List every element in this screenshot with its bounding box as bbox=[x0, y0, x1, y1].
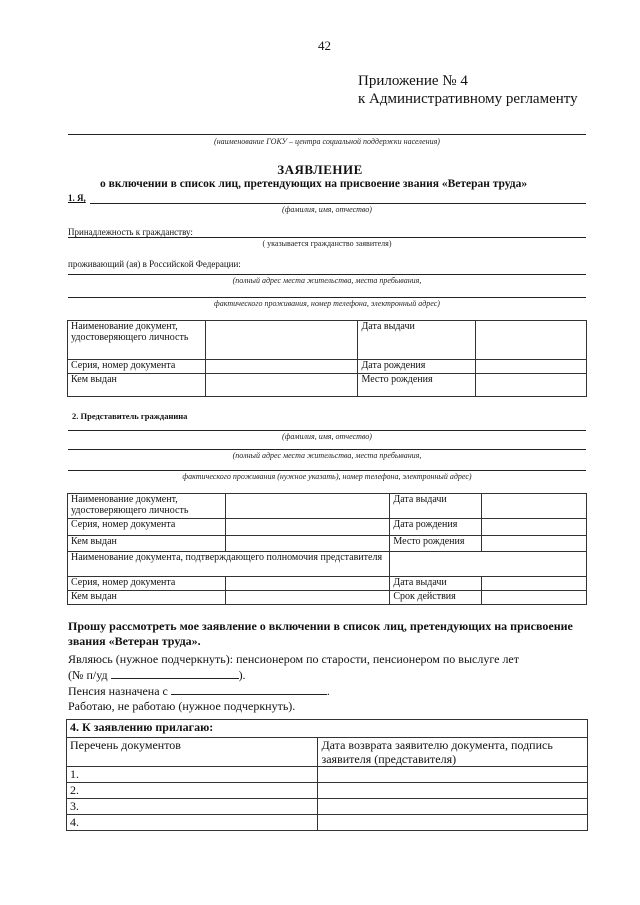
rep-doc-name-value[interactable] bbox=[225, 494, 390, 519]
doc-name-value[interactable] bbox=[205, 321, 358, 360]
rep-issue-date-value[interactable] bbox=[482, 494, 587, 519]
section1-label: 1. Я, bbox=[68, 193, 86, 203]
org-line bbox=[68, 134, 586, 135]
attachment-row-1-date[interactable] bbox=[318, 767, 588, 783]
request-text: Прошу рассмотреть мое заявление о включении в список лиц, претендующих на присвоение звания «Ветеран труда». bbox=[68, 619, 573, 648]
fio-caption: (фамилия, имя, отчество) bbox=[282, 205, 372, 214]
validity-label: Срок действия bbox=[390, 591, 482, 605]
attachment-row-1[interactable]: 1. bbox=[67, 767, 318, 783]
cert-line bbox=[68, 668, 246, 683]
validity-value[interactable] bbox=[482, 591, 587, 605]
citizenship-line bbox=[68, 237, 586, 238]
attachments-table bbox=[66, 719, 588, 831]
address-caption-2: фактического проживания, номер телефона, электронный адрес) bbox=[214, 299, 440, 308]
attachment-row-4-date[interactable] bbox=[318, 815, 588, 831]
rep-issued-by-label: Кем выдан bbox=[68, 536, 226, 552]
rep-address-caption-1: (полный адрес места жительства, места пребывания, bbox=[232, 451, 422, 460]
rep-series-value[interactable] bbox=[225, 519, 390, 536]
rep-birth-date-label: Дата рождения bbox=[390, 519, 482, 536]
document-subtitle: о включении в список лиц, претендующих на присвоение звания «Ветеран труда» bbox=[100, 178, 528, 190]
pensioner-line: Являюсь (нужное подчеркнуть): пенсионером по старости, пенсионером по выслуге лет bbox=[68, 652, 520, 666]
issue-date-value[interactable] bbox=[476, 321, 587, 360]
documents-column-header: Перечень документов bbox=[67, 738, 318, 767]
representative-table bbox=[67, 493, 587, 605]
issued-by-label: Кем выдан bbox=[68, 374, 206, 397]
rep-address-line-2 bbox=[68, 470, 586, 471]
rep-issue-date-label: Дата выдачи bbox=[390, 494, 482, 519]
rep-issued-by-value[interactable] bbox=[225, 536, 390, 552]
citizenship-label: Принадлежность к гражданству: bbox=[68, 227, 193, 237]
attachment-row-3-date[interactable] bbox=[318, 799, 588, 815]
rep-issued-by2-value[interactable] bbox=[225, 591, 390, 605]
issued-by-value[interactable] bbox=[205, 374, 358, 397]
rep-address-caption-2: фактического проживания (нужное указать), номер телефона, электронный адрес) bbox=[182, 472, 472, 481]
address-line-2 bbox=[68, 297, 586, 298]
pension-line bbox=[68, 684, 330, 699]
doc-name-label: Наименование документ, удостоверяющего личность bbox=[68, 321, 206, 360]
fio-line bbox=[90, 203, 586, 204]
rep-birth-date-value[interactable] bbox=[482, 519, 587, 536]
rep-fio-caption: (фамилия, имя, отчество) bbox=[282, 432, 372, 441]
attachments-header: 4. К заявлению прилагаю: bbox=[67, 720, 588, 738]
pension-label: Пенсия назначена с bbox=[68, 684, 168, 698]
rep-issued-by2-label: Кем выдан bbox=[68, 591, 226, 605]
attachment-row-3[interactable]: 3. bbox=[67, 799, 318, 815]
attachment-row-2[interactable]: 2. bbox=[67, 783, 318, 799]
birth-date-label: Дата рождения bbox=[358, 360, 476, 374]
attachment-row-4[interactable]: 4. bbox=[67, 815, 318, 831]
address-caption-1: (полный адрес места жительства, места пребывания, bbox=[232, 276, 422, 285]
org-caption: (наименование ГОКУ – центра социальной поддержки населения) bbox=[214, 137, 440, 146]
authority-doc-label: Наименование документа, подтверждающего полномочия представителя bbox=[68, 552, 390, 577]
rep-series-label: Серия, номер документа bbox=[68, 519, 226, 536]
appendix-number: Приложение № 4 bbox=[358, 73, 468, 89]
cert-prefix: (№ п/уд bbox=[68, 668, 108, 682]
attachment-row-2-date[interactable] bbox=[318, 783, 588, 799]
rep-fio-line bbox=[68, 430, 586, 431]
citizenship-caption: ( указывается гражданство заявителя) bbox=[262, 239, 392, 248]
cert-blank[interactable] bbox=[111, 668, 239, 679]
appendix-regulation: к Административному регламенту bbox=[358, 91, 578, 107]
birth-place-label: Место рождения bbox=[358, 374, 476, 397]
work-line: Работаю, не работаю (нужное подчеркнуть). bbox=[68, 699, 296, 713]
page-number: 42 bbox=[318, 38, 331, 53]
pension-end: . bbox=[326, 684, 330, 698]
applicant-id-table bbox=[67, 320, 587, 397]
document-title: ЗАЯВЛЕНИЕ bbox=[277, 162, 363, 177]
birth-date-value[interactable] bbox=[476, 360, 587, 374]
rep-address-line-1 bbox=[68, 449, 586, 450]
return-date-column-header: Дата возврата заявителю документа, подпись заявителя (представителя) bbox=[318, 738, 588, 767]
rep-issue-date2-label: Дата выдачи bbox=[390, 577, 482, 591]
residence-label: проживающий (ая) в Российской Федерации: bbox=[68, 259, 241, 269]
rep-birth-place-value[interactable] bbox=[482, 536, 587, 552]
birth-place-value[interactable] bbox=[476, 374, 587, 397]
authority-doc-value[interactable] bbox=[390, 552, 587, 577]
rep-birth-place-label: Место рождения bbox=[390, 536, 482, 552]
series-value[interactable] bbox=[205, 360, 358, 374]
cert-suffix: ). bbox=[238, 668, 246, 682]
rep-series2-label: Серия, номер документа bbox=[68, 577, 226, 591]
pension-blank[interactable] bbox=[171, 684, 327, 695]
rep-issue-date2-value[interactable] bbox=[482, 577, 587, 591]
section2-label: 2. Представитель гражданина bbox=[72, 411, 188, 421]
series-label: Серия, номер документа bbox=[68, 360, 206, 374]
rep-series2-value[interactable] bbox=[225, 577, 390, 591]
address-line-1 bbox=[68, 274, 586, 275]
issue-date-label: Дата выдачи bbox=[358, 321, 476, 360]
rep-doc-name-label: Наименование документ, удостоверяющего личность bbox=[68, 494, 226, 519]
